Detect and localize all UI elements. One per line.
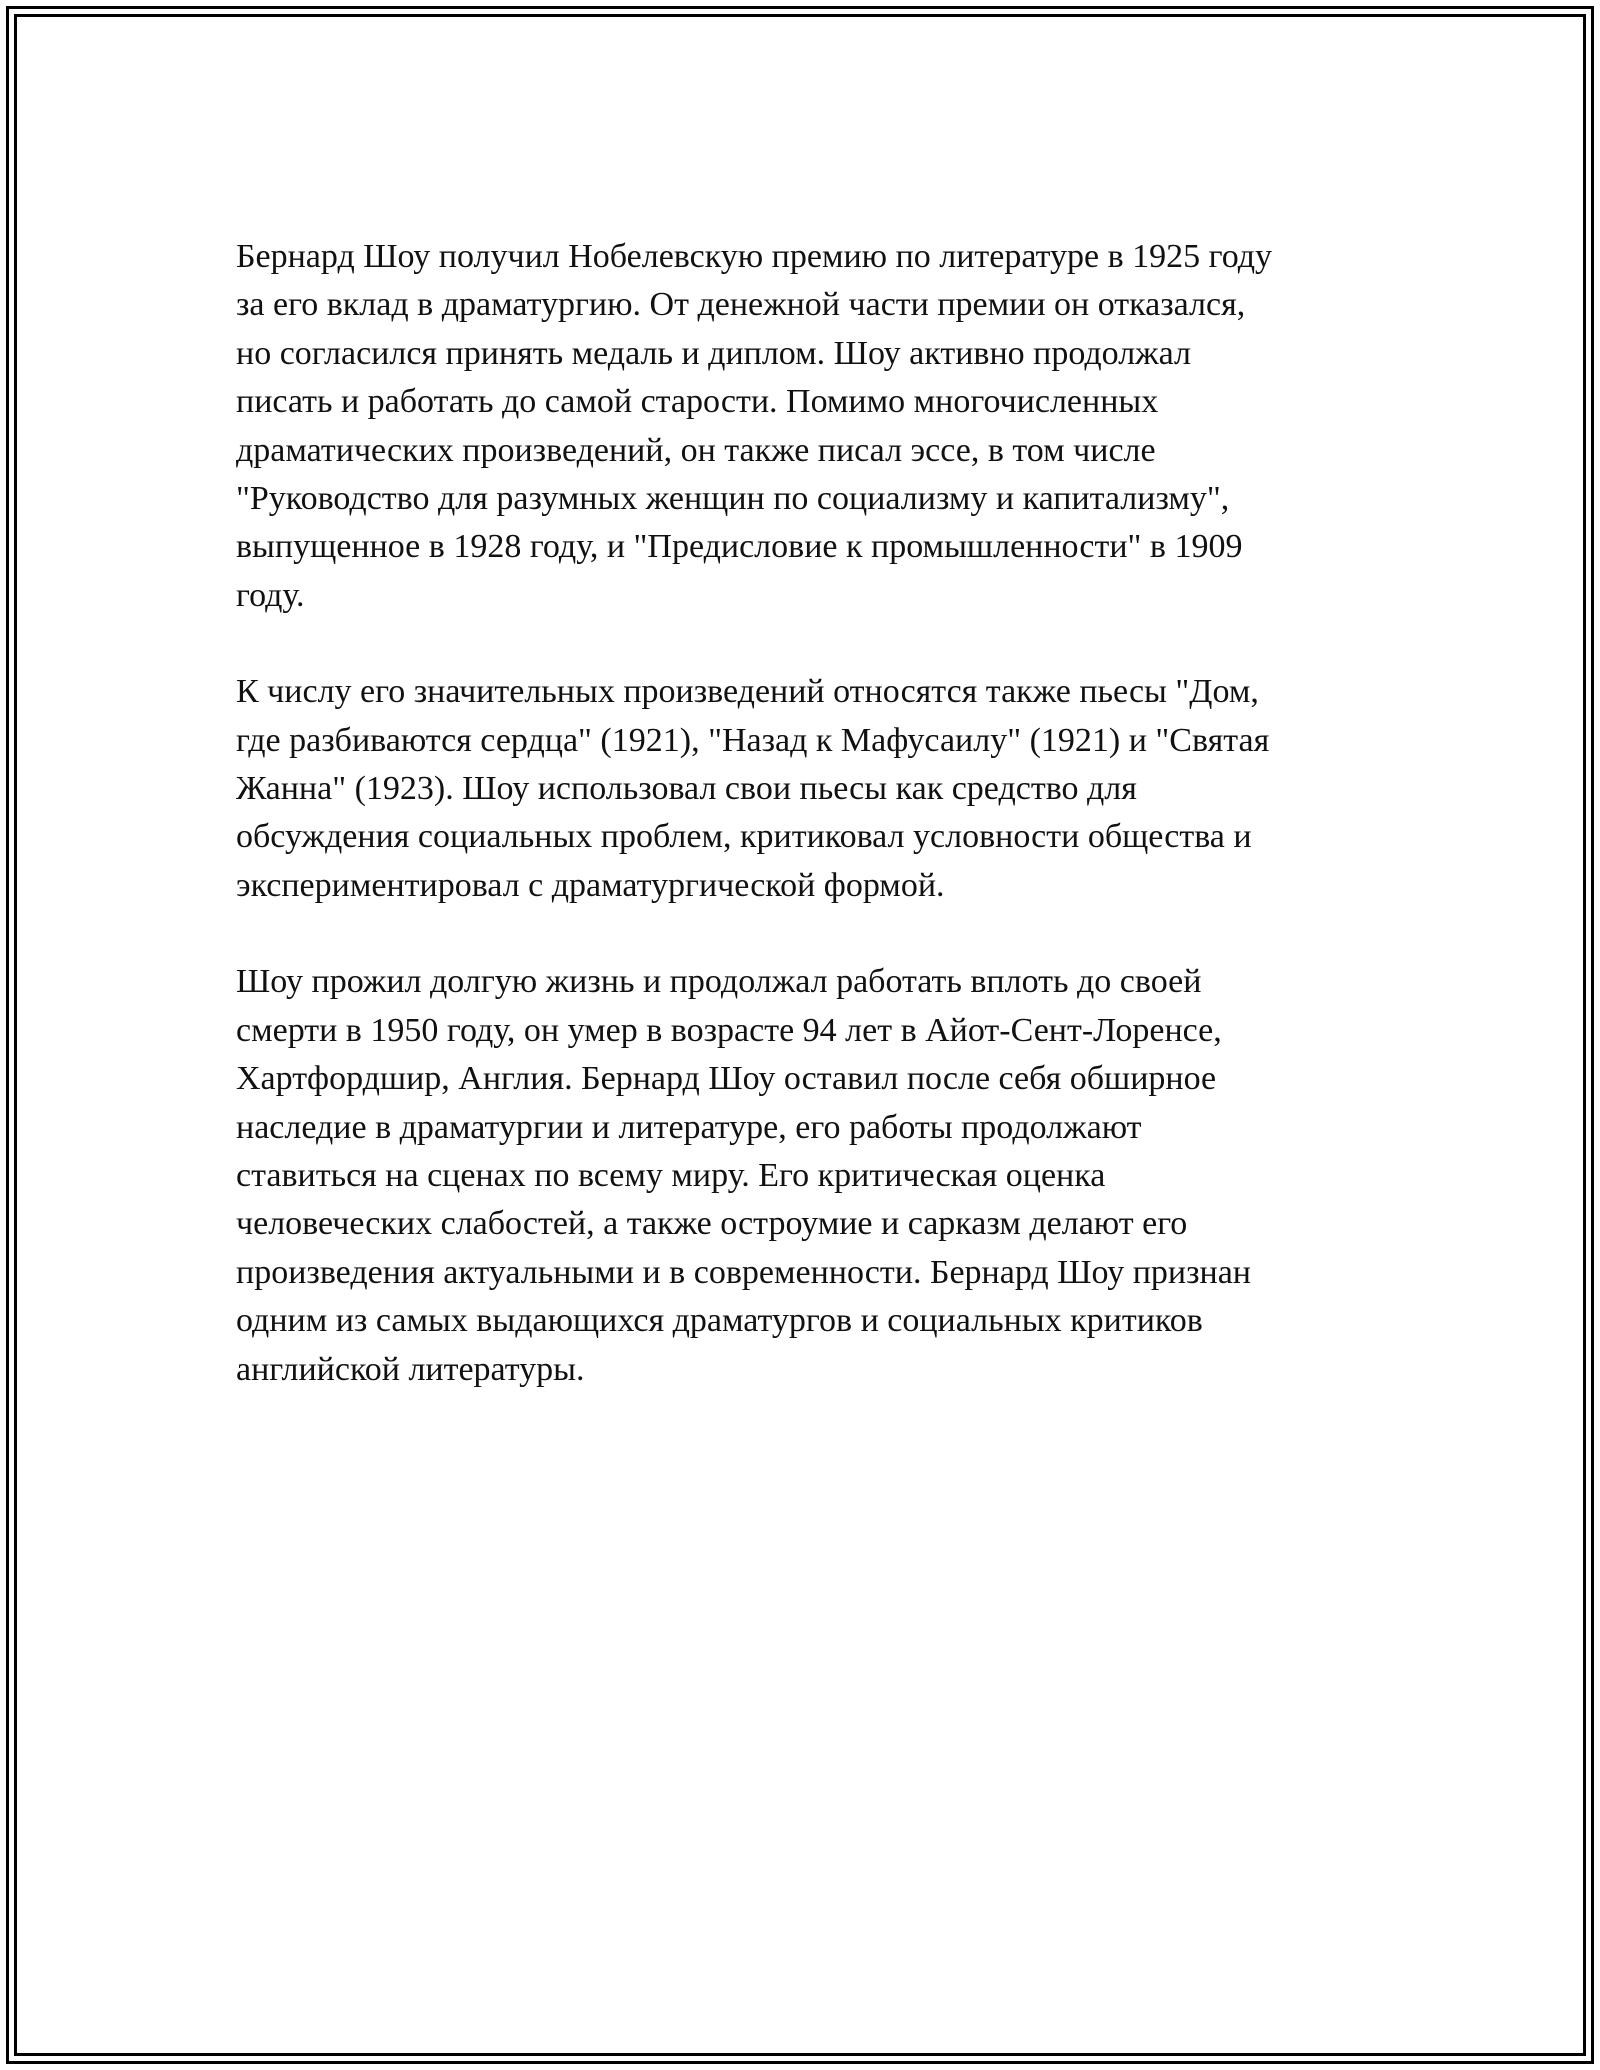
- text-line: обсуждения социальных проблем, критиковал условности общества и: [236, 818, 1252, 856]
- text-line: Шоу прожил долгую жизнь и продолжал работать вплоть до своей: [236, 963, 1202, 1001]
- text-line: драматических произведений, он также писал эссе, в том числе: [236, 431, 1156, 469]
- text-line: произведения актуальными и в современности. Бернард Шоу признан: [236, 1253, 1252, 1291]
- text-line: ставиться на сценах по всему миру. Его критическая оценка: [236, 1156, 1106, 1194]
- text-line: человеческих слабостей, а также остроумие и сарказм делают его: [236, 1205, 1188, 1243]
- paragraph-1: [236, 233, 1386, 620]
- text-line: писать и работать до самой старости. Помимо многочисленных: [236, 383, 1159, 421]
- text-line: английской литературы.: [236, 1350, 585, 1388]
- text-line: Хартфордшир, Англия. Бернард Шоу оставил после себя обширное: [236, 1060, 1217, 1098]
- text-line: году.: [236, 576, 305, 614]
- text-line: за его вклад в драматургию. От денежной части премии он отказался,: [236, 286, 1246, 324]
- text-line: но согласился принять медаль и диплом. Шоу активно продолжал: [236, 334, 1192, 372]
- paragraph-2: [236, 668, 1386, 910]
- text-line: К числу его значительных произведений относятся также пьесы "Дом,: [236, 673, 1259, 711]
- document-body: [236, 233, 1386, 1442]
- text-line: наследие в драматургии и литературе, его работы продолжают: [236, 1108, 1142, 1146]
- text-line: Жанна" (1923). Шоу использовал свои пьесы как средство для: [236, 770, 1137, 808]
- text-line: экспериментировал с драматургической формой.: [236, 866, 945, 904]
- text-line: Бернард Шоу получил Нобелевскую премию по литературе в 1925 году: [236, 238, 1273, 275]
- text-line: выпущенное в 1928 году, и "Предисловие к промышленности" в 1909: [236, 528, 1243, 566]
- text-line: где разбиваются сердца" (1921), "Назад к Мафусаилу" (1921) и "Святая: [236, 721, 1270, 759]
- text-line: одним из самых выдающихся драматургов и социальных критиков: [236, 1302, 1203, 1340]
- text-line: смерти в 1950 году, он умер в возрасте 94 лет в Айот-Сент-Лоренсе,: [236, 1011, 1222, 1049]
- text-line: "Руководство для разумных женщин по социализму и капитализму",: [236, 480, 1230, 518]
- paragraph-3: [236, 958, 1386, 1394]
